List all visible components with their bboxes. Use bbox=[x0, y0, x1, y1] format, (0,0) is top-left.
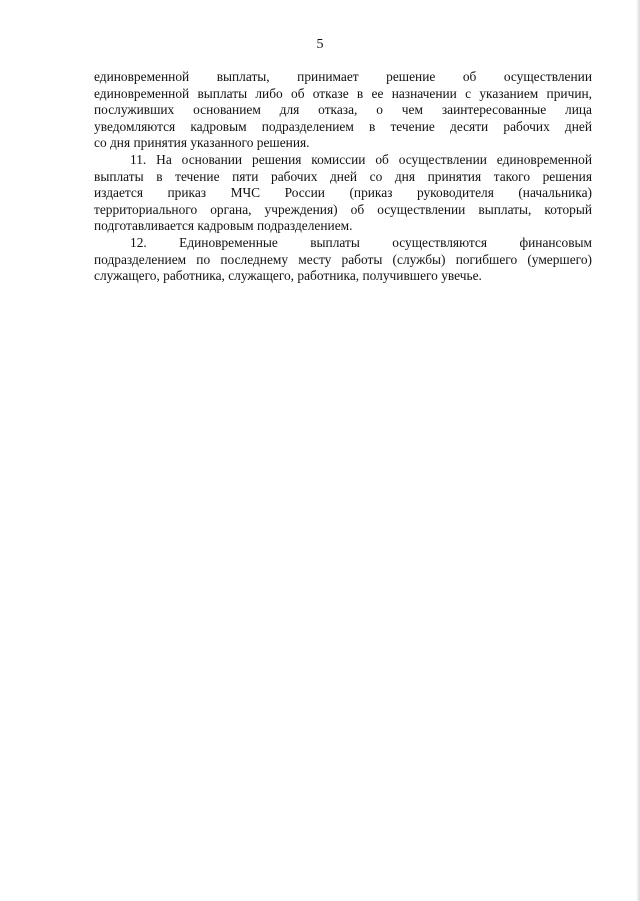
scan-edge-shadow bbox=[636, 0, 640, 901]
text-line: единовременной выплаты либо об отказе в ее назначении с указанием причин, bbox=[94, 85, 592, 101]
text-line: служащего, работника, служащего, работника, получившего увечье. bbox=[94, 268, 482, 284]
text-line: выплаты в течение пяти рабочих дней со дня принятия такого решения bbox=[94, 168, 592, 184]
text-line: единовременной выплаты, принимает решение об осуществлении bbox=[94, 69, 592, 84]
text-line: со дня принятия указанного решения. bbox=[94, 135, 310, 151]
paragraph-11 bbox=[94, 152, 592, 235]
paragraph-10-continued bbox=[94, 69, 592, 152]
text-line: уведомляются кадровым подразделением в течение десяти рабочих дней bbox=[94, 118, 592, 134]
page-number: 5 bbox=[316, 37, 324, 52]
text-line: издается приказ МЧС России (приказ руководителя (начальника) bbox=[94, 185, 592, 201]
text-line: 11. На основании решения комиссии об осуществлении единовременной bbox=[130, 151, 592, 167]
paragraph-12 bbox=[94, 235, 592, 285]
text-line: 12. Единовременные выплаты осуществляются финансовым bbox=[130, 234, 592, 250]
text-line: подразделением по последнему месту работы (службы) погибшего (умершего) bbox=[94, 251, 592, 267]
text-line: послуживших основанием для отказа, о чем заинтересованные лица bbox=[94, 102, 592, 118]
document-body bbox=[94, 69, 592, 285]
text-line: территориального органа, учреждения) об осуществлении выплаты, который bbox=[94, 201, 592, 217]
text-line: подготавливается кадровым подразделением. bbox=[94, 218, 353, 234]
